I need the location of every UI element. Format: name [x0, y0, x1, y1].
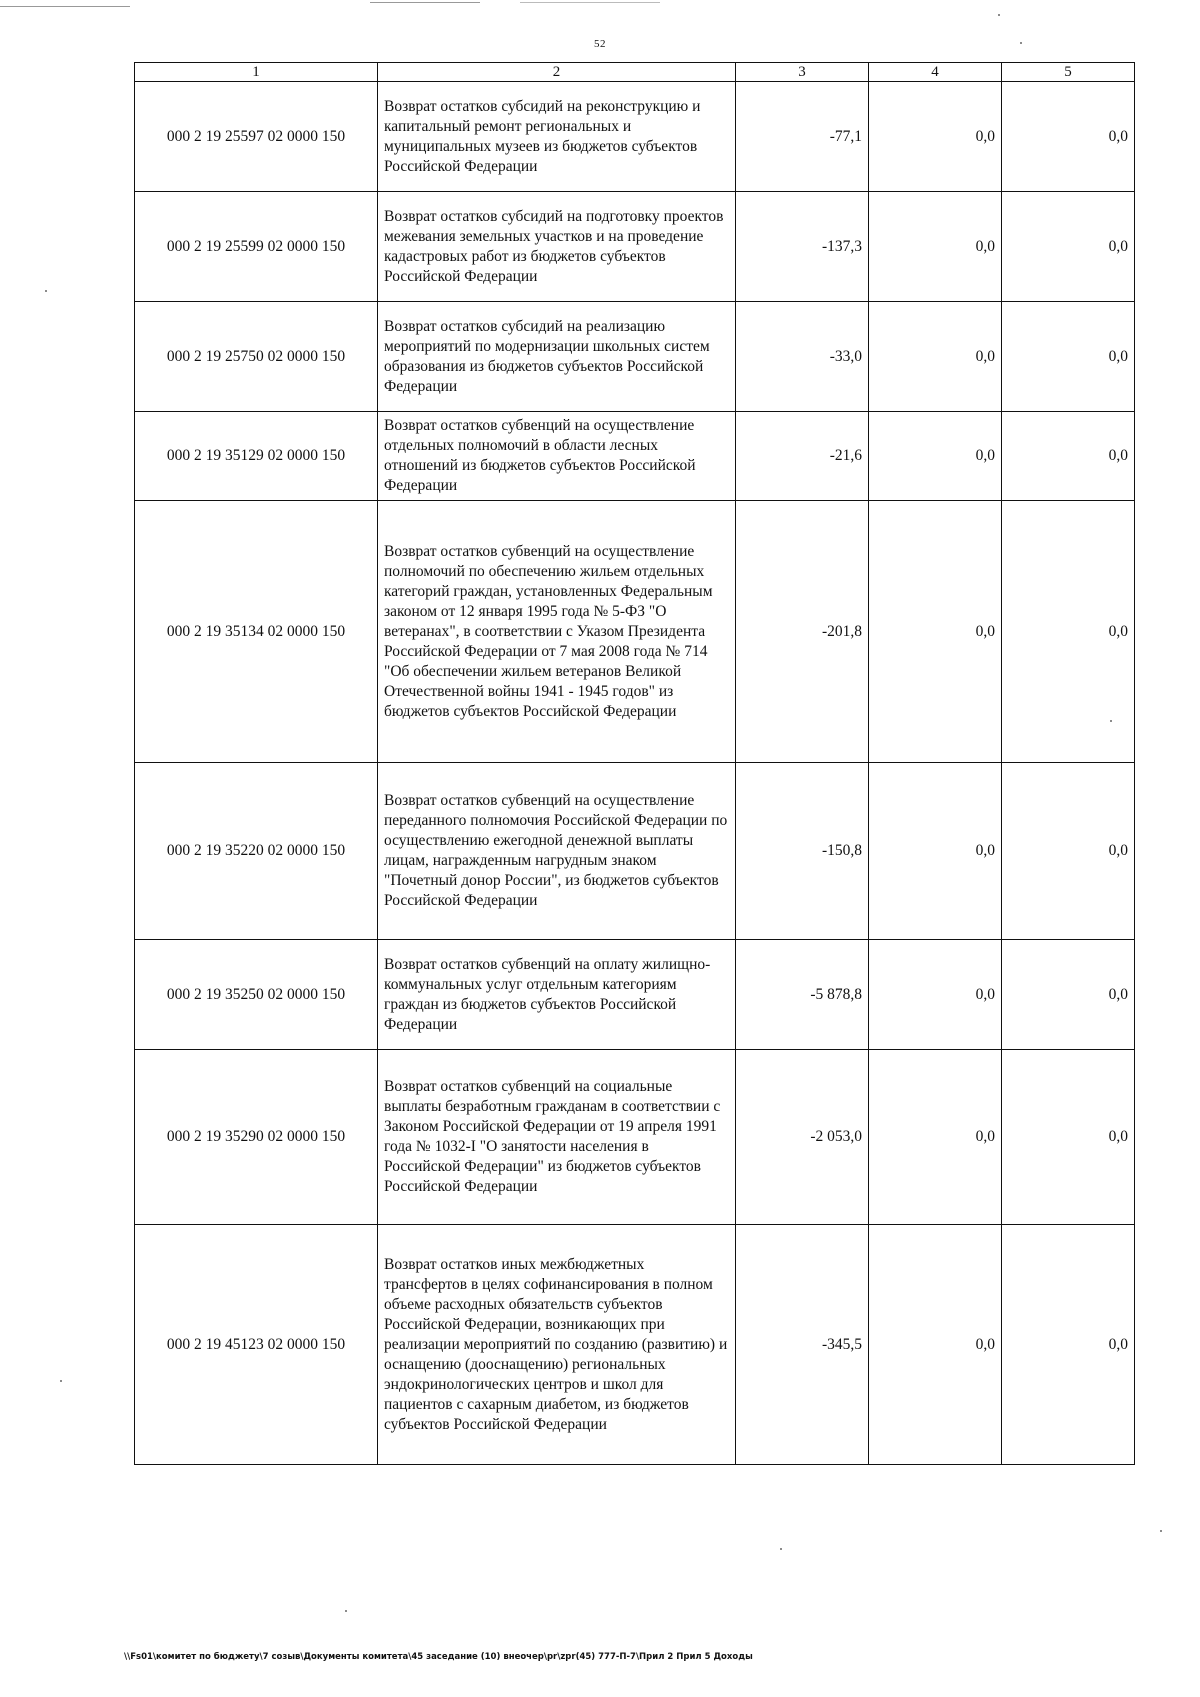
amount-cell: 0,0: [869, 302, 1002, 412]
amount-cell: 0,0: [1002, 940, 1135, 1050]
budget-code-cell: 000 2 19 35220 02 0000 150: [135, 763, 378, 940]
budget-code-cell: 000 2 19 35129 02 0000 150: [135, 412, 378, 501]
description-cell: Возврат остатков иных межбюджетных трансфертов в целях софинансирования в полном объеме расходных обязательств субъектов Российской Федерации, возникающих при реализации мероприятий по созданию (развитию) и оснащению (дооснащению) региональных эндокринологических центров и школ для пациентов с сахарным диабетом, из бюджетов субъектов Российской Федерации: [378, 1225, 736, 1465]
budget-code-cell: 000 2 19 25597 02 0000 150: [135, 82, 378, 192]
table-row: [135, 82, 1135, 192]
scan-speck: [1020, 42, 1022, 44]
scan-speck: [345, 1610, 347, 1612]
amount-cell: 0,0: [1002, 1225, 1135, 1465]
amount-cell: -2 053,0: [736, 1050, 869, 1225]
table-row: [135, 501, 1135, 763]
table-row: [135, 302, 1135, 412]
scan-speck: [780, 1548, 782, 1550]
amount-cell: 0,0: [1002, 302, 1135, 412]
table-row: [135, 1050, 1135, 1225]
table-row: [135, 1225, 1135, 1465]
amount-cell: 0,0: [1002, 763, 1135, 940]
description-cell: Возврат остатков субвенций на оплату жилищно-коммунальных услуг отдельным категориям граждан из бюджетов субъектов Российской Федерации: [378, 940, 736, 1050]
amount-cell: 0,0: [869, 412, 1002, 501]
amount-cell: 0,0: [1002, 412, 1135, 501]
description-cell: Возврат остатков субсидий на реконструкцию и капитальный ремонт региональных и муниципальных музеев из бюджетов субъектов Российской Федерации: [378, 82, 736, 192]
file-path-footer: \\Fs01\комитет по бюджету\7 созыв\Документы комитета\45 заседание (10) внеочер\pr\zpr(45) 777-П-7\Прил 2 Прил 5 Доходы: [124, 1652, 753, 1662]
amount-cell: 0,0: [1002, 82, 1135, 192]
amount-cell: 0,0: [869, 501, 1002, 763]
amount-cell: 0,0: [869, 1050, 1002, 1225]
column-header: 5: [1002, 63, 1135, 82]
amount-cell: 0,0: [1002, 501, 1135, 763]
table-row: [135, 412, 1135, 501]
scan-speck: [1110, 720, 1112, 722]
amount-cell: -137,3: [736, 192, 869, 302]
amount-cell: 0,0: [1002, 1050, 1135, 1225]
budget-code-cell: 000 2 19 45123 02 0000 150: [135, 1225, 378, 1465]
description-cell: Возврат остатков субвенций на социальные выплаты безработным гражданам в соответствии с Законом Российской Федерации от 19 апреля 1991 года № 1032-I "О занятости населения в Российской Федерации" из бюджетов субъектов Российской Федерации: [378, 1050, 736, 1225]
amount-cell: 0,0: [869, 192, 1002, 302]
scan-artifact-line: [370, 2, 480, 3]
budget-code-cell: 000 2 19 25599 02 0000 150: [135, 192, 378, 302]
amount-cell: -33,0: [736, 302, 869, 412]
column-header: 3: [736, 63, 869, 82]
scan-speck: [45, 290, 47, 292]
page-number: 52: [594, 38, 606, 50]
column-header: 2: [378, 63, 736, 82]
description-cell: Возврат остатков субсидий на реализацию мероприятий по модернизации школьных систем образования из бюджетов субъектов Российской Федерации: [378, 302, 736, 412]
table-row: [135, 940, 1135, 1050]
scan-speck: [1160, 1530, 1162, 1532]
amount-cell: -77,1: [736, 82, 869, 192]
description-cell: Возврат остатков субвенций на осуществление отдельных полномочий в области лесных отношений из бюджетов субъектов Российской Федерации: [378, 412, 736, 501]
budget-code-cell: 000 2 19 35290 02 0000 150: [135, 1050, 378, 1225]
amount-cell: -345,5: [736, 1225, 869, 1465]
scan-artifact-line: [520, 2, 660, 3]
amount-cell: -150,8: [736, 763, 869, 940]
revenue-table: [134, 62, 1135, 1465]
budget-code-cell: 000 2 19 25750 02 0000 150: [135, 302, 378, 412]
amount-cell: 0,0: [869, 763, 1002, 940]
table-row: [135, 763, 1135, 940]
description-cell: Возврат остатков субвенций на осуществление полномочий по обеспечению жильем отдельных категорий граждан, установленных Федеральным законом от 12 января 1995 года № 5-ФЗ "О ветеранах", в соответствии с Указом Президента Российской Федерации от 7 мая 2008 года № 714 "Об обеспечении жильем ветеранов Великой Отечественной войны 1941 - 1945 годов" из бюджетов субъектов Российской Федерации: [378, 501, 736, 763]
budget-code-cell: 000 2 19 35250 02 0000 150: [135, 940, 378, 1050]
amount-cell: -5 878,8: [736, 940, 869, 1050]
table-header-row: [135, 63, 1135, 82]
amount-cell: -21,6: [736, 412, 869, 501]
amount-cell: -201,8: [736, 501, 869, 763]
table-row: [135, 192, 1135, 302]
amount-cell: 0,0: [869, 1225, 1002, 1465]
description-cell: Возврат остатков субвенций на осуществление переданного полномочия Российской Федерации по осуществлению ежегодной денежной выплаты лицам, награжденным нагрудным знаком "Почетный донор России", из бюджетов субъектов Российской Федерации: [378, 763, 736, 940]
amount-cell: 0,0: [869, 940, 1002, 1050]
amount-cell: 0,0: [869, 82, 1002, 192]
column-header: 1: [135, 63, 378, 82]
scan-artifact-line: [0, 6, 130, 7]
amount-cell: 0,0: [1002, 192, 1135, 302]
description-cell: Возврат остатков субсидий на подготовку проектов межевания земельных участков и на проведение кадастровых работ из бюджетов субъектов Российской Федерации: [378, 192, 736, 302]
budget-code-cell: 000 2 19 35134 02 0000 150: [135, 501, 378, 763]
scan-speck: [998, 14, 1000, 16]
scan-speck: [60, 1380, 62, 1382]
column-header: 4: [869, 63, 1002, 82]
